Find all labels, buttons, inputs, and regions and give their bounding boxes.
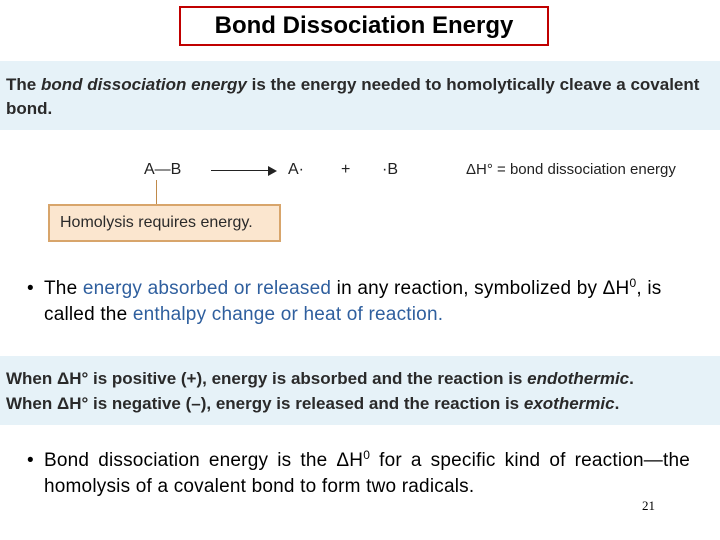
bullet1-highlight-2: enthalpy change or heat of reaction — [132, 304, 438, 325]
bullet2-text-2: for a specific kind of reaction—the homolysis of a covalent bond to form two radicals. — [44, 450, 690, 497]
slide-title: Bond Dissociation Energy — [179, 6, 549, 46]
delta-h-label: ΔH° = bond dissociation energy — [466, 161, 676, 178]
definition-text-1: The — [6, 75, 41, 94]
bullet2-symbol: ΔH — [336, 450, 364, 471]
bullet1-highlight-1: energy absorbed or released — [82, 278, 332, 299]
positive-rule-period: . — [629, 369, 634, 388]
reaction-arrow — [211, 170, 271, 171]
bullet1-superscript: 0 — [629, 276, 637, 290]
plus-sign: + — [341, 161, 351, 178]
arrow-head-icon — [268, 166, 277, 176]
definition-box — [0, 61, 720, 130]
sign-rule-positive — [6, 366, 720, 391]
bullet-dot: • — [27, 278, 34, 299]
homolysis-note-text: Homolysis requires energy. — [60, 214, 253, 231]
bullet-dot: • — [27, 450, 34, 471]
negative-rule-text: When ΔH° is negative (–), energy is released and the reaction is — [6, 394, 524, 413]
bullet-bond-dissociation — [27, 448, 690, 500]
bullet1-text-2: in any reaction, symbolized by — [331, 278, 603, 299]
bullet1-period: . — [437, 304, 444, 325]
bullet2-text-1: Bond dissociation energy is the — [44, 450, 337, 471]
definition-term: bond dissociation energy — [40, 75, 247, 94]
bullet-enthalpy — [27, 276, 694, 328]
bullet1-text-3: , is called the — [44, 278, 662, 325]
endothermic-term: endothermic — [527, 369, 630, 388]
positive-rule-text: When ΔH° is positive (+), energy is absorbed and the reaction is — [6, 369, 528, 388]
definition-text-2: is the energy needed to homolytically cleave a covalent bond. — [6, 75, 700, 118]
bullet1-text-1: The — [44, 278, 83, 299]
reactant-label: A—B — [144, 161, 182, 178]
bullet2-superscript: 0 — [363, 448, 371, 462]
product-b-label: ·B — [382, 161, 398, 178]
sign-rules-box — [0, 356, 720, 425]
exothermic-term: exothermic — [523, 394, 615, 413]
product-a-label: A· — [288, 161, 304, 178]
bullet1-symbol: ΔH — [602, 278, 630, 299]
callout-connector — [156, 180, 157, 206]
negative-rule-period: . — [614, 394, 620, 413]
homolysis-note — [48, 204, 281, 242]
sign-rule-negative — [6, 391, 720, 416]
page-number: 21 — [642, 498, 655, 513]
